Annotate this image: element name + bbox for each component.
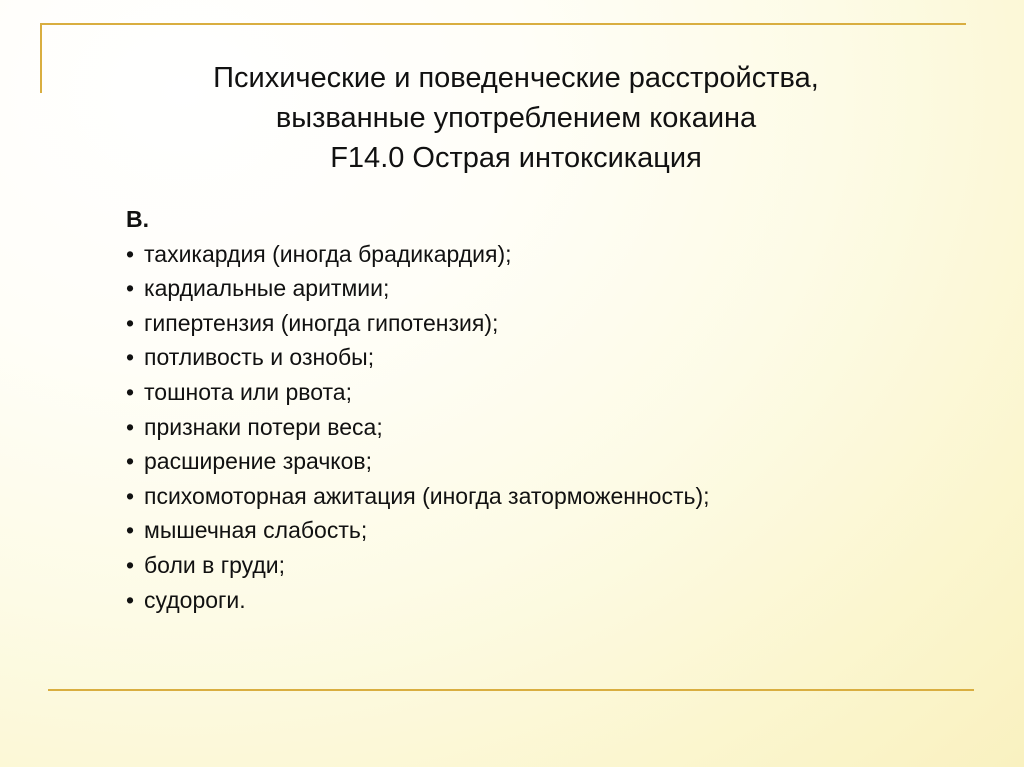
title-line-1: Психические и поведенческие расстройства,: [213, 62, 819, 94]
list-item: [126, 375, 926, 410]
bottom-rule: [48, 689, 974, 691]
bullet-icon: •: [126, 240, 135, 267]
symptom-list: [126, 202, 926, 617]
list-item-text: судороги.: [144, 586, 246, 613]
list-item-text: боли в груди;: [144, 551, 286, 578]
bullet-icon: •: [126, 551, 135, 578]
list-item: [126, 444, 926, 479]
list-item: [126, 306, 926, 341]
list-item: [126, 479, 926, 514]
bullet-icon: •: [126, 309, 135, 336]
list-item-text: признаки потери веса;: [144, 413, 383, 440]
bullet-icon: •: [126, 413, 135, 440]
list-item: [126, 271, 926, 306]
list-item: [126, 237, 926, 272]
left-rule: [40, 23, 42, 93]
bullet-icon: •: [126, 482, 135, 509]
list-item: [126, 583, 926, 618]
list-item: [126, 513, 926, 548]
slide-title: [100, 58, 932, 178]
bullet-icon: •: [126, 448, 135, 475]
section-label: В.: [126, 206, 149, 232]
list-item-text: потливость и ознобы;: [144, 344, 375, 371]
list-item-text: кардиальные аритмии;: [144, 275, 390, 302]
list-item-text: гипертензия (иногда гипотензия);: [144, 309, 499, 336]
list-item-text: мышечная слабость;: [144, 517, 368, 544]
title-line-2: вызванные употреблением кокаина: [275, 102, 757, 134]
list-item-text: расширение зрачков;: [144, 448, 373, 475]
bullet-icon: •: [126, 586, 135, 613]
list-item-text: психомоторная ажитация (иногда заторможенность);: [144, 482, 710, 509]
list-item: [126, 410, 926, 445]
list-item-text: тошнота или рвота;: [144, 378, 352, 405]
bullet-icon: •: [126, 275, 135, 302]
list-item-text: тахикардия (иногда брадикардия);: [144, 240, 512, 267]
list-item: [126, 548, 926, 583]
title-line-3: F14.0 Острая интоксикация: [330, 142, 702, 174]
top-rule: [40, 23, 966, 25]
list-item: [126, 340, 926, 375]
bullet-icon: •: [126, 517, 135, 544]
bullet-icon: •: [126, 378, 135, 405]
bullet-icon: •: [126, 344, 135, 371]
